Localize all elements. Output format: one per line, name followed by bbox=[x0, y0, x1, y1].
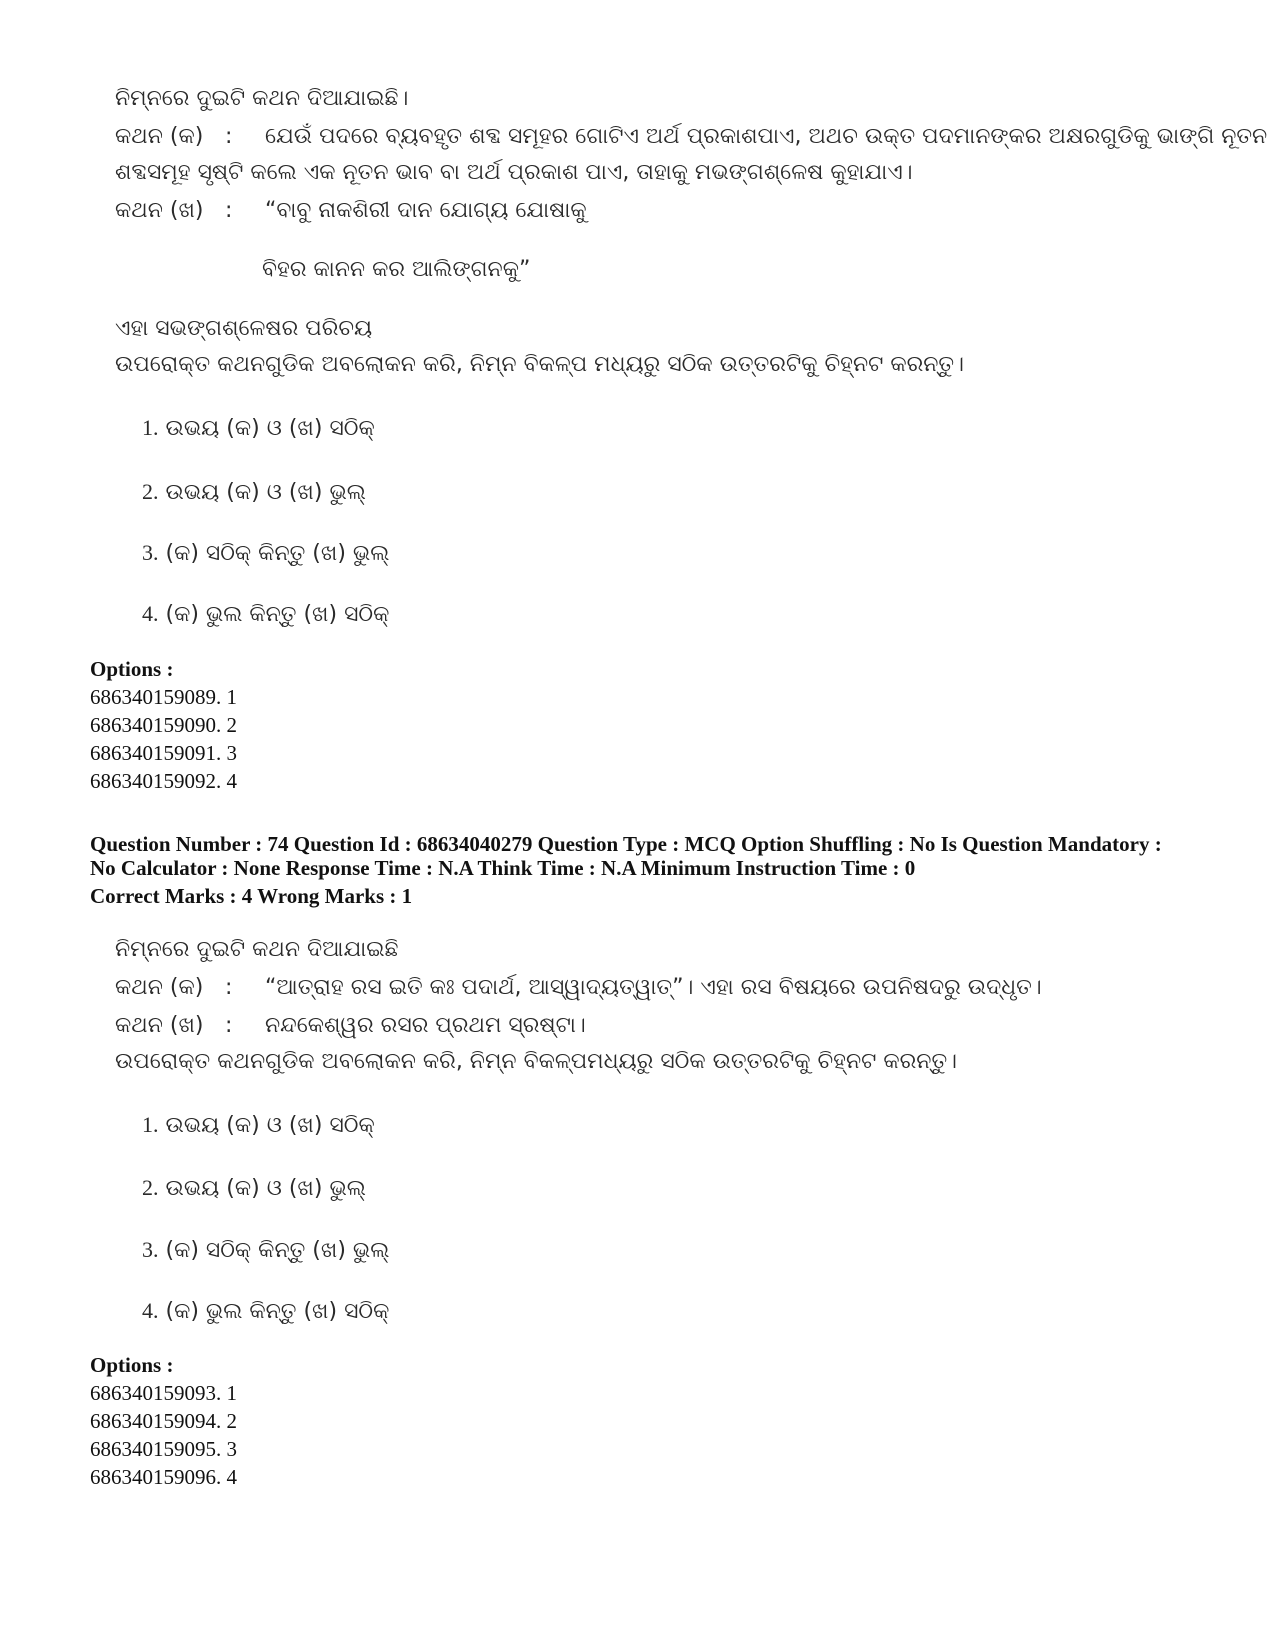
q73-statement-a-text-line1: ଯେଉଁ ପଦରେ ବ୍ୟବହୃତ ଶବ୍ଦ ସମୂହର ଗୋଟିଏ ଅର୍ଥ ପ୍ରକାଶପାଏ, ଅଥଚ ଉକ୍ତ ପଦମାନଙ୍କର ଅକ୍ଷରଗୁଡିକୁ ଭାଙ୍ଗି ନୂତନ bbox=[265, 124, 1268, 149]
q74-choice-text: (କ) ଭୁଲ କିନ୍ତୁ (ଖ) ସଠିକ୍ bbox=[165, 1299, 390, 1324]
q73-statement-b-label: କଥନ (ଖ) bbox=[115, 198, 204, 223]
q73-choice-number: 1. bbox=[142, 415, 159, 440]
q73-statement-a bbox=[115, 124, 1267, 149]
q73-choice-text: (କ) ସଠିକ୍ କିନ୍ତୁ (ଖ) ଭୁଲ୍ bbox=[165, 541, 390, 566]
q73-option-id: 686340159089. 1 bbox=[90, 685, 237, 709]
q74-statement-b bbox=[115, 1013, 586, 1038]
q74-instruction: ଉପରୋକ୍ତ କଥନଗୁଡିକ ଅବଲୋକନ କରି, ନିମ୍ନ ବିକଳ୍ପମଧ୍ୟରୁ ସଠିକ ଉତ୍ତରଟିକୁ ଚିହ୍ନଟ କରନ୍ତୁ। bbox=[115, 1049, 958, 1074]
q74-choice-text: ଉଭୟ (କ) ଓ (ଖ) ଭୁଲ୍ bbox=[165, 1176, 366, 1201]
q74-choice-text: (କ) ସଠିକ୍ କିନ୍ତୁ (ଖ) ଭୁଲ୍ bbox=[165, 1238, 390, 1263]
q74-choice-number: 2. bbox=[142, 1175, 159, 1200]
q73-intro: ନିମ୍ନରେ ଦୁଇଟି କଥନ ଦିଆଯାଇଛି। bbox=[115, 86, 409, 111]
q74-meta-line2: No Calculator : None Response Time : N.A Think Time : N.A Minimum Instruction Time : 0 bbox=[90, 856, 916, 880]
q73-choice-number: 3. bbox=[142, 540, 159, 565]
q73-statement-a-label: କଥନ (କ) bbox=[115, 124, 204, 149]
q73-choice-1 bbox=[142, 415, 375, 441]
q73-choice-number: 4. bbox=[142, 601, 159, 626]
q74-option-id: 686340159093. 1 bbox=[90, 1381, 237, 1405]
q74-choice-2 bbox=[142, 1175, 366, 1201]
q73-options-heading: Options : bbox=[90, 657, 174, 681]
q74-statement-a-text: “ଆତ୍ରାହ ରସ ଇତି କଃ ପଦାର୍ଥ, ଆସ୍ୱାଦ୍ୟତ୍ୱାତ୍”। ଏହା ରସ ବିଷୟରେ ଉପନିଷଦରୁ ଉଦ୍ଧୃତ। bbox=[265, 975, 1042, 1000]
q73-choice-3 bbox=[142, 540, 389, 566]
q74-statement-a bbox=[115, 975, 1042, 1000]
q73-statement-b-text-line2: ବିହର କାନନ କର ଆଲିଙ୍ଗନକୁ” bbox=[262, 257, 531, 282]
q73-choice-2 bbox=[142, 479, 366, 505]
q74-choice-3 bbox=[142, 1237, 389, 1263]
q73-statement-a-text-line2: ଶବ୍ଦସମୂହ ସୃଷ୍ଟି କଲେ ଏକ ନୂତନ ଭାବ ବା ଅର୍ଥ ପ୍ରକାଶ ପାଏ, ତାହାକୁ ମଭଙ୍ଗଶ୍ଳେଷ କୁହାଯାଏ। bbox=[115, 160, 913, 185]
q74-statement-a-colon: : bbox=[225, 975, 233, 1000]
q73-statement-b bbox=[115, 198, 587, 223]
q74-option-id: 686340159094. 2 bbox=[90, 1409, 237, 1433]
q74-choice-4 bbox=[142, 1298, 389, 1324]
q74-meta-line1: Question Number : 74 Question Id : 68634040279 Question Type : MCQ Option Shuffling : No Is Question Mandatory : bbox=[90, 832, 1162, 856]
q74-options-heading: Options : bbox=[90, 1353, 174, 1377]
q73-instruction: ଉପରୋକ୍ତ କଥନଗୁଡିକ ଅବଲୋକନ କରି, ନିମ୍ନ ବିକଳ୍ପ ମଧ୍ୟରୁ ସଠିକ ଉତ୍ତରଟିକୁ ଚିହ୍ନଟ କରନ୍ତୁ। bbox=[115, 352, 965, 377]
q73-choice-number: 2. bbox=[142, 479, 159, 504]
q73-choice-4 bbox=[142, 601, 389, 627]
q73-statement-a-colon: : bbox=[225, 124, 233, 149]
q74-statement-b-label: କଥନ (ଖ) bbox=[115, 1013, 204, 1038]
q73-choice-text: ଉଭୟ (କ) ଓ (ଖ) ଭୁଲ୍ bbox=[165, 480, 366, 505]
q73-choice-text: (କ) ଭୁଲ କିନ୍ତୁ (ଖ) ସଠିକ୍ bbox=[165, 602, 390, 627]
q74-option-id: 686340159096. 4 bbox=[90, 1465, 237, 1489]
q73-statement-b-text-line3: ଏହା ସଭଙ୍ଗଶ୍ଳେଷର ପରିଚୟ bbox=[115, 316, 373, 341]
q74-choice-number: 4. bbox=[142, 1298, 159, 1323]
q73-choice-text: ଉଭୟ (କ) ଓ (ଖ) ସଠିକ୍ bbox=[165, 416, 375, 441]
q74-choice-1 bbox=[142, 1112, 375, 1138]
q73-option-id: 686340159090. 2 bbox=[90, 713, 237, 737]
q73-statement-b-colon: : bbox=[225, 198, 233, 223]
q73-option-id: 686340159091. 3 bbox=[90, 741, 237, 765]
q74-intro: ନିମ୍ନରେ ଦୁଇଟି କଥନ ଦିଆଯାଇଛି bbox=[115, 937, 399, 962]
q74-statement-b-text: ନନ୍ଦକେଶ୍ୱର ରସର ପ୍ରଥମ ସ୍ରଷ୍ଟା। bbox=[265, 1013, 586, 1038]
q73-option-id: 686340159092. 4 bbox=[90, 769, 237, 793]
q74-choice-number: 1. bbox=[142, 1112, 159, 1137]
q74-statement-a-label: କଥନ (କ) bbox=[115, 975, 204, 1000]
q74-choice-text: ଉଭୟ (କ) ଓ (ଖ) ସଠିକ୍ bbox=[165, 1113, 375, 1138]
q74-statement-b-colon: : bbox=[225, 1013, 233, 1038]
q74-option-id: 686340159095. 3 bbox=[90, 1437, 237, 1461]
q74-marks: Correct Marks : 4 Wrong Marks : 1 bbox=[90, 884, 413, 908]
q73-statement-b-text-line1: “ବାବୁ ନାକଶିରୀ ଦାନ ଯୋଗ୍ୟ ଯୋଷାକୁ bbox=[265, 198, 587, 223]
q74-choice-number: 3. bbox=[142, 1237, 159, 1262]
